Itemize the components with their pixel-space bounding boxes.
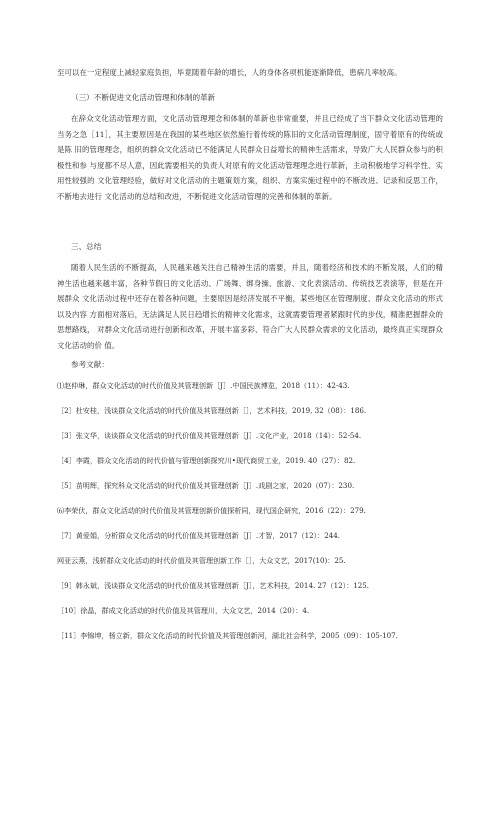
paragraph-management-reform: 在辞众文化活动管理方面，文化活动管理理念和体制的革新也非常重要，并且已经成了当下群众文化活动管理的 当务之急［11］，其主要原因是在我国的某些地区依然施行着传统的陈旧的文化活动管理制度，固守着原有的传统或是陈 旧的管理理念，组织的群众文化活动已不能满足人民群众日益增长的精神生活需求，导致广大人民群众参与的积极性和参 与度都不尽人意，因此需要相关的负责人对原有的文化活动管理理念进行革新，主动积极地学习科学性、实用性较强的 文化管理经验，做好对文化活动的主题策划方案，组织、方案实施过程中的不断改进、记录和反思工作，不断地去进行 文化活动的总结和改进，不断促进文化活动管理的完善和体制的革新。 (57, 114, 443, 201)
reference-item-6: ⑹李荣伏，群众文化活动的时代价值及其管理创新价值探析同，现代国企研究，2016（22）：279. (57, 506, 366, 515)
paragraph-conclusion: 随着人民生活的不断提高，人民越来越关注自己精神生活的需要，并且，随着经济和技术的不断发展，人们的精 神生活也越来越丰富，各种节假日的文化活动、广场舞、绑身操、旅游、文化表演活动、传统技艺表演等，但是在开展群众 文化活动过程中还存在着各种问题，主要原因是经济发展不平衡，某些地区在管理制度、群众文化活动的形式以及内容 方面相对落后，无法满足人民日趋增长的精神文化需求，这就需要管理者紧跟时代的步伐，精准把握群众的思想路线， 对群众文化活动进行创新和改革，开展丰富多彩、符合广大人民群众需求的文化活动，最终真正实现群众文化活动的价 值。 (57, 263, 443, 350)
reference-item-7: ［7］黄爱娟，分析群众文化活动的时代价值及其管理创新［J］.才智，2017（12）：244. (57, 531, 341, 540)
reference-item-10: ［10］徐晶，群成文化活动的时代价值及其管理川，大众文艺，2014（20）：4. (57, 606, 310, 615)
reference-item-4: ［4］李霞，群众文化活动的时代价值与管理创新探究川•现代商贸工业，2019. 40（27）：82. (57, 456, 356, 465)
reference-item-8: 网亚云燕，浅析群众文化活动的时代价值及其管理创新工作［］，大众文艺，2017(10)：25. (57, 556, 346, 565)
references-title: 参考文献： (71, 360, 109, 369)
reference-item-9: ［9］韩永斌，浅谈群众文化活动的时代价值及其管理创新［J］，艺术科技，2014. 27（12）：125. (57, 581, 370, 590)
reference-item-3: ［3］张文华，谈谈群众文化活动的时代价值及其管理创新［J］.文化产业，2018（14）：52-54. (57, 431, 362, 440)
reference-item-11: ［11］李锦坤，杨立新，群众文化活动的时代价值及其管理创新河，湖北社会科学，2005（09）：105-107. (57, 631, 398, 640)
reference-item-2: ［2］杜安桂，浅谈群众文化活动的时代价值及其管理创新［］，艺术科技，2019, 32（08）：186. (57, 406, 367, 415)
section-heading-3: （三）不断促进文化活动管理和体制的革新 (71, 93, 216, 102)
reference-item-1: ⑴赵仲琳，群众文化活动的时代价值及其管理创新［J］.中国民族博览，2018（11）：42-43. (57, 381, 350, 390)
paragraph-continuation: 至可以在一定程度上减轻家庭负担，毕竟随着年龄的增长，人的身体各项机能逐渐降低，患病几率较高。 (57, 68, 402, 77)
reference-item-5: ［5］苗明辉，探究科众文化活动的时代价值及其管理创新［J］.戏剧之家，2020（07）：230. (57, 481, 355, 490)
section-heading-conclusion: 三、总结 (71, 242, 102, 251)
